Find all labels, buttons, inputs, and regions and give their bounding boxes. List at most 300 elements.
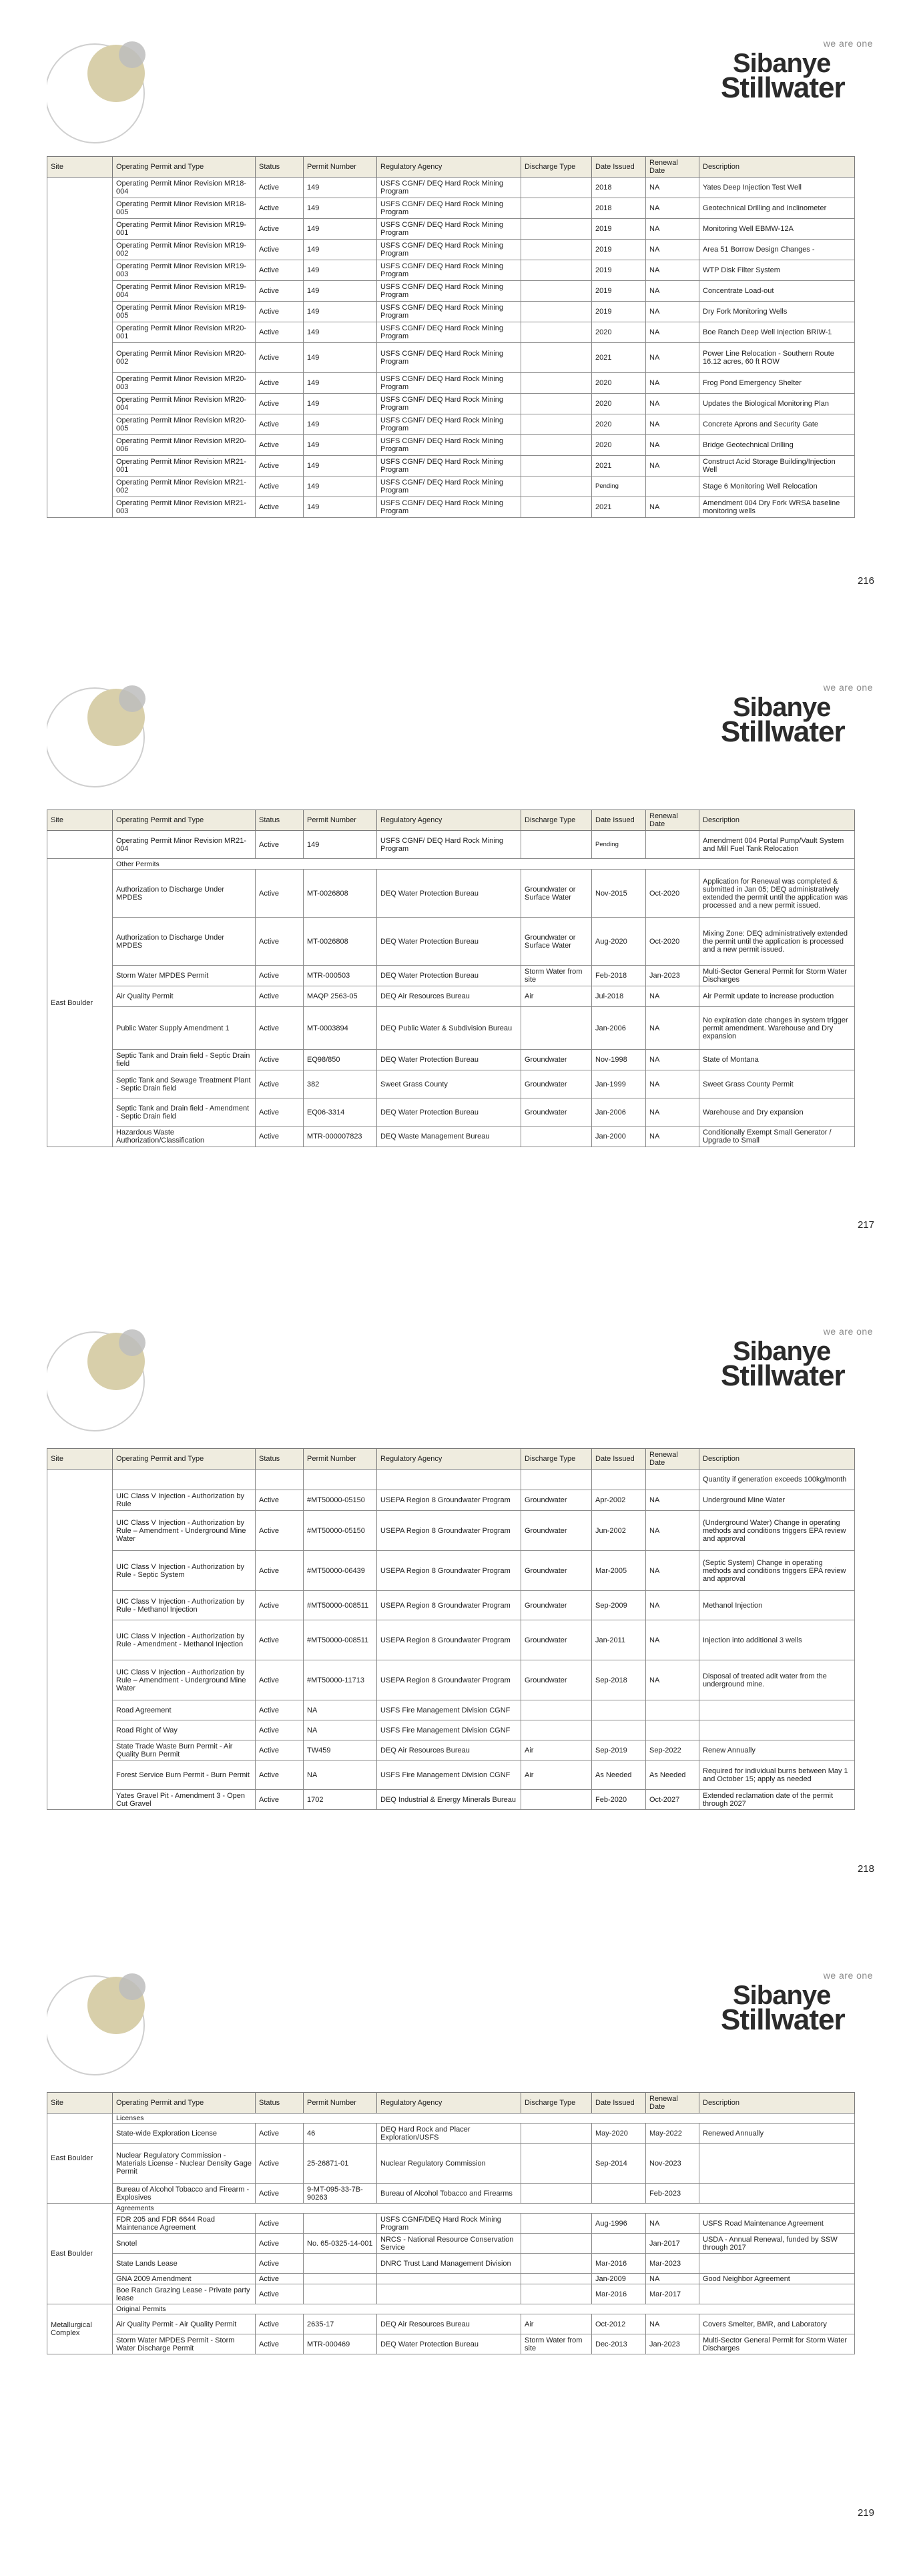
discharge-cell	[521, 2124, 592, 2144]
table-subheading-row	[47, 2114, 855, 2124]
permit-number-cell	[304, 1470, 377, 1490]
date-issued-cell: Jan-2006	[592, 1098, 646, 1126]
document-page	[0, 644, 911, 1288]
permit-type-cell: UIC Class V Injection - Authorization by Rule – Amendment - Underground Mine Water	[113, 1511, 256, 1551]
agency-cell: USFS CGNF/ DEQ Hard Rock Mining Program	[377, 302, 521, 322]
description-cell: No expiration date changes in system trigger permit amendment. Warehouse and Dry expansion	[699, 1007, 855, 1050]
table-row	[47, 476, 855, 497]
date-issued-cell: Feb-2020	[592, 1790, 646, 1810]
date-issued-cell: Mar-2016	[592, 2284, 646, 2304]
permit-number-cell: 149	[304, 281, 377, 302]
renewal-date-cell: NA	[646, 1007, 699, 1050]
logo-line1: Sibanye	[733, 49, 831, 78]
page-number: 216	[857, 575, 874, 587]
header-renewal-date: Renewal Date	[646, 1449, 699, 1470]
renewal-date-cell: NA	[646, 414, 699, 435]
date-issued-cell: Jan-2000	[592, 1126, 646, 1147]
date-issued-cell: 2021	[592, 456, 646, 476]
agency-cell: USFS Fire Management Division CGNF	[377, 1700, 521, 1720]
permit-number-cell: MT-0003894	[304, 1007, 377, 1050]
description-cell: Disposal of treated adit water from the underground mine.	[699, 1660, 855, 1700]
description-cell: Dry Fork Monitoring Wells	[699, 302, 855, 322]
agency-cell: USFS CGNF/ DEQ Hard Rock Mining Program	[377, 414, 521, 435]
header-status: Status	[256, 157, 304, 178]
header-date-issued: Date Issued	[592, 1449, 646, 1470]
description-cell: Conditionally Exempt Small Generator / Upgrade to Small	[699, 1126, 855, 1147]
permit-type-cell: Operating Permit Minor Revision MR20-004	[113, 394, 256, 414]
table-row	[47, 1660, 855, 1700]
description-cell: Renewed Annually	[699, 2124, 855, 2144]
permit-type-cell: Operating Permit Minor Revision MR20-001	[113, 322, 256, 343]
logo-tagline: we are one	[823, 1970, 873, 1981]
description-cell: Yates Deep Injection Test Well	[699, 178, 855, 198]
description-cell: Covers Smelter, BMR, and Laboratory	[699, 2314, 855, 2334]
table-row	[47, 2284, 855, 2304]
date-issued-cell: Nov-2015	[592, 870, 646, 918]
table-row	[47, 1591, 855, 1620]
permit-number-cell: 149	[304, 414, 377, 435]
table-row	[47, 1007, 855, 1050]
status-cell: Active	[256, 414, 304, 435]
permit-type-cell: Authorization to Discharge Under MPDES	[113, 918, 256, 966]
discharge-cell	[521, 219, 592, 240]
date-issued-cell	[592, 1700, 646, 1720]
permit-number-cell: NA	[304, 1700, 377, 1720]
permit-type-cell: Operating Permit Minor Revision MR19-003	[113, 260, 256, 281]
description-cell: Monitoring Well EBMW-12A	[699, 219, 855, 240]
description-cell: State of Montana	[699, 1050, 855, 1070]
description-cell	[699, 1720, 855, 1740]
agency-cell: USFS Fire Management Division CGNF	[377, 1760, 521, 1790]
discharge-cell	[521, 240, 592, 260]
permit-number-cell: 149	[304, 322, 377, 343]
permit-type-cell: GNA 2009 Amendment	[113, 2274, 256, 2284]
header-site: Site	[47, 2093, 113, 2114]
decorative-circles-graphic	[47, 1327, 154, 1433]
status-cell: Active	[256, 1591, 304, 1620]
status-cell: Active	[256, 986, 304, 1007]
permit-type-cell: Storm Water MPDES Permit	[113, 966, 256, 986]
header-status: Status	[256, 2093, 304, 2114]
logo-line1: Sibanye	[733, 1981, 831, 2010]
table-row	[47, 260, 855, 281]
header-description: Description	[699, 157, 855, 178]
logo-tagline: we are one	[823, 1326, 873, 1337]
permit-type-cell: Snotel	[113, 2234, 256, 2254]
table-row	[47, 373, 855, 394]
status-cell: Active	[256, 281, 304, 302]
header-permit-type: Operating Permit and Type	[113, 1449, 256, 1470]
header-permit-number: Permit Number	[304, 810, 377, 831]
table-row	[47, 497, 855, 518]
table-header	[47, 1449, 855, 1470]
header-permit-type: Operating Permit and Type	[113, 810, 256, 831]
permit-number-cell: #MT50000-06439	[304, 1551, 377, 1591]
date-issued-cell: Aug-2020	[592, 918, 646, 966]
table-subheading-row	[47, 859, 855, 870]
date-issued-cell: Sep-2018	[592, 1660, 646, 1700]
table-row	[47, 2234, 855, 2254]
agency-cell	[377, 1470, 521, 1490]
agency-cell: USEPA Region 8 Groundwater Program	[377, 1660, 521, 1700]
status-cell: Active	[256, 1007, 304, 1050]
discharge-cell: Groundwater	[521, 1070, 592, 1098]
date-issued-cell	[592, 1720, 646, 1740]
header-discharge: Discharge Type	[521, 2093, 592, 2114]
permit-type-cell: Boe Ranch Grazing Lease - Private party lease	[113, 2284, 256, 2304]
date-issued-cell: 2018	[592, 178, 646, 198]
permit-number-cell: EQ06-3314	[304, 1098, 377, 1126]
agency-cell: Sweet Grass County	[377, 1070, 521, 1098]
date-issued-cell: Pending	[592, 476, 646, 497]
logo-tagline: we are one	[823, 38, 873, 49]
agency-cell	[377, 2274, 521, 2284]
renewal-date-cell: Oct-2020	[646, 870, 699, 918]
agency-cell: USFS CGNF/ DEQ Hard Rock Mining Program	[377, 281, 521, 302]
table-row	[47, 1490, 855, 1511]
date-issued-cell: 2020	[592, 414, 646, 435]
date-issued-cell: 2019	[592, 240, 646, 260]
renewal-date-cell	[646, 1720, 699, 1740]
permit-number-cell: 149	[304, 178, 377, 198]
page-number: 218	[857, 1863, 874, 1875]
permit-type-cell: UIC Class V Injection - Authorization by Rule - Amendment - Methanol Injection	[113, 1620, 256, 1660]
document-page	[0, 1932, 911, 2576]
renewal-date-cell: NA	[646, 281, 699, 302]
table-row	[47, 302, 855, 322]
discharge-cell	[521, 2274, 592, 2284]
discharge-cell: Groundwater	[521, 1511, 592, 1551]
header-permit-number: Permit Number	[304, 157, 377, 178]
renewal-date-cell: NA	[646, 302, 699, 322]
date-issued-cell: Mar-2005	[592, 1551, 646, 1591]
date-issued-cell: Aug-1996	[592, 2214, 646, 2234]
permit-number-cell	[304, 2284, 377, 2304]
date-issued-cell: 2020	[592, 394, 646, 414]
discharge-cell	[521, 1720, 592, 1740]
permit-type-cell: UIC Class V Injection - Authorization by Rule - Methanol Injection	[113, 1591, 256, 1620]
table-row	[47, 394, 855, 414]
agency-cell: USFS CGNF/ DEQ Hard Rock Mining Program	[377, 198, 521, 219]
agency-cell: USFS CGNF/ DEQ Hard Rock Mining Program	[377, 219, 521, 240]
renewal-date-cell: NA	[646, 497, 699, 518]
date-issued-cell: 2021	[592, 497, 646, 518]
renewal-date-cell: NA	[646, 435, 699, 456]
date-issued-cell: Sep-2019	[592, 1740, 646, 1760]
site-cell	[47, 831, 113, 859]
permit-number-cell: 149	[304, 198, 377, 219]
renewal-date-cell: Mar-2017	[646, 2284, 699, 2304]
renewal-date-cell: NA	[646, 322, 699, 343]
discharge-cell: Groundwater	[521, 1591, 592, 1620]
permit-number-cell	[304, 2254, 377, 2274]
status-cell: Active	[256, 1511, 304, 1551]
description-cell: Amendment 004 Dry Fork WRSA baseline monitoring wells	[699, 497, 855, 518]
date-issued-cell: Nov-1998	[592, 1050, 646, 1070]
table-row	[47, 2184, 855, 2204]
date-issued-cell: 2019	[592, 281, 646, 302]
date-issued-cell	[592, 2184, 646, 2204]
permit-number-cell: 149	[304, 240, 377, 260]
header-discharge: Discharge Type	[521, 810, 592, 831]
discharge-cell	[521, 2284, 592, 2304]
renewal-date-cell: NA	[646, 456, 699, 476]
description-cell: Application for Renewal was completed & submitted in Jan 05; DEQ administratively extended the permit until the application was processed and a new permit issued.	[699, 870, 855, 918]
description-cell: Concrete Aprons and Security Gate	[699, 414, 855, 435]
renewal-date-cell: Oct-2020	[646, 918, 699, 966]
permit-number-cell: MTR-000503	[304, 966, 377, 986]
description-cell	[699, 2144, 855, 2184]
permit-number-cell: MTR-000469	[304, 2334, 377, 2354]
discharge-cell: Air	[521, 986, 592, 1007]
renewal-date-cell: NA	[646, 1660, 699, 1700]
renewal-date-cell	[646, 831, 699, 859]
description-cell: (Septic System) Change in operating methods and conditions triggers EPA review and approval	[699, 1551, 855, 1591]
header-discharge: Discharge Type	[521, 157, 592, 178]
date-issued-cell: 2018	[592, 198, 646, 219]
permit-type-cell: Yates Gravel Pit - Amendment 3 - Open Cut Gravel	[113, 1790, 256, 1810]
agency-cell: DEQ Hard Rock and Placer Exploration/USFS	[377, 2124, 521, 2144]
permit-type-cell: State-wide Exploration License	[113, 2124, 256, 2144]
company-logo	[714, 1969, 874, 2035]
agency-cell: Nuclear Regulatory Commission	[377, 2144, 521, 2184]
permit-type-cell: Septic Tank and Drain field - Amendment - Septic Drain field	[113, 1098, 256, 1126]
table-row	[47, 2214, 855, 2234]
discharge-cell	[521, 2214, 592, 2234]
permit-number-cell	[304, 2274, 377, 2284]
table-row	[47, 198, 855, 219]
permit-number-cell: 2635-17	[304, 2314, 377, 2334]
agency-cell: USFS CGNF/ DEQ Hard Rock Mining Program	[377, 373, 521, 394]
date-issued-cell: 2019	[592, 302, 646, 322]
discharge-cell	[521, 178, 592, 198]
status-cell: Active	[256, 343, 304, 373]
header-permit-type: Operating Permit and Type	[113, 2093, 256, 2114]
permit-number-cell: #MT50000-05150	[304, 1490, 377, 1511]
discharge-cell	[521, 281, 592, 302]
permit-type-cell: Operating Permit Minor Revision MR20-002	[113, 343, 256, 373]
permit-number-cell: MTR-000007823	[304, 1126, 377, 1147]
status-cell: Active	[256, 870, 304, 918]
logo-line1: Sibanye	[733, 1337, 831, 1366]
permit-type-cell: State Trade Waste Burn Permit - Air Quality Burn Permit	[113, 1740, 256, 1760]
permit-number-cell: TW459	[304, 1740, 377, 1760]
status-cell: Active	[256, 1790, 304, 1810]
date-issued-cell: 2020	[592, 373, 646, 394]
discharge-cell: Groundwater	[521, 1660, 592, 1700]
header-description: Description	[699, 810, 855, 831]
header-site: Site	[47, 157, 113, 178]
permit-type-cell: Hazardous Waste Authorization/Classification	[113, 1126, 256, 1147]
logo-line2: Stillwater	[721, 715, 845, 748]
renewal-date-cell	[646, 476, 699, 497]
permit-number-cell: NA	[304, 1720, 377, 1740]
table-row	[47, 322, 855, 343]
agency-cell: USFS CGNF/ DEQ Hard Rock Mining Program	[377, 831, 521, 859]
permit-type-cell: Operating Permit Minor Revision MR21-001	[113, 456, 256, 476]
company-logo	[714, 681, 874, 747]
description-cell: Frog Pond Emergency Shelter	[699, 373, 855, 394]
logo-line2: Stillwater	[721, 71, 845, 104]
agency-cell: USEPA Region 8 Groundwater Program	[377, 1511, 521, 1551]
renewal-date-cell: NA	[646, 1070, 699, 1098]
renewal-date-cell: Oct-2027	[646, 1790, 699, 1810]
renewal-date-cell: NA	[646, 1098, 699, 1126]
header-status: Status	[256, 1449, 304, 1470]
renewal-date-cell: NA	[646, 1511, 699, 1551]
status-cell: Active	[256, 1740, 304, 1760]
description-cell: Air Permit update to increase production	[699, 986, 855, 1007]
status-cell: Active	[256, 260, 304, 281]
renewal-date-cell: NA	[646, 260, 699, 281]
renewal-date-cell: NA	[646, 2314, 699, 2334]
header-permit-number: Permit Number	[304, 1449, 377, 1470]
agency-cell: DEQ Water Protection Bureau	[377, 1098, 521, 1126]
permit-type-cell: Septic Tank and Sewage Treatment Plant - Septic Drain field	[113, 1070, 256, 1098]
description-cell: Boe Ranch Deep Well Injection BRIW-1	[699, 322, 855, 343]
permit-type-cell: Septic Tank and Drain field - Septic Drain field	[113, 1050, 256, 1070]
description-cell: Multi-Sector General Permit for Storm Water Discharges	[699, 966, 855, 986]
status-cell: Active	[256, 302, 304, 322]
permit-number-cell: #MT50000-008511	[304, 1591, 377, 1620]
table-row	[47, 1790, 855, 1810]
table-row	[47, 1620, 855, 1660]
permit-type-cell: State Lands Lease	[113, 2254, 256, 2274]
discharge-cell: Air	[521, 1760, 592, 1790]
permit-type-cell: Operating Permit Minor Revision MR18-004	[113, 178, 256, 198]
renewal-date-cell: NA	[646, 1620, 699, 1660]
discharge-cell	[521, 394, 592, 414]
description-cell: (Underground Water) Change in operating methods and conditions triggers EPA review and approval	[699, 1511, 855, 1551]
date-issued-cell: Jan-2009	[592, 2274, 646, 2284]
renewal-date-cell: Mar-2023	[646, 2254, 699, 2274]
renewal-date-cell: NA	[646, 1126, 699, 1147]
status-cell	[256, 1470, 304, 1490]
permit-type-cell: Operating Permit Minor Revision MR20-003	[113, 373, 256, 394]
decorative-circles-graphic	[47, 1971, 154, 2077]
status-cell: Active	[256, 198, 304, 219]
table-row	[47, 281, 855, 302]
status-cell: Active	[256, 966, 304, 986]
description-cell: Bridge Geotechnical Drilling	[699, 435, 855, 456]
renewal-date-cell: NA	[646, 394, 699, 414]
renewal-date-cell: NA	[646, 373, 699, 394]
description-cell: Updates the Biological Monitoring Plan	[699, 394, 855, 414]
permit-number-cell: 149	[304, 219, 377, 240]
discharge-cell: Groundwater	[521, 1098, 592, 1126]
status-cell: Active	[256, 240, 304, 260]
date-issued-cell: Mar-2016	[592, 2254, 646, 2274]
date-issued-cell: Jan-1999	[592, 1070, 646, 1098]
description-cell: Construct Acid Storage Building/Injection Well	[699, 456, 855, 476]
permit-type-cell: Operating Permit Minor Revision MR19-002	[113, 240, 256, 260]
table-row	[47, 240, 855, 260]
description-cell: Methanol Injection	[699, 1591, 855, 1620]
status-cell: Active	[256, 2274, 304, 2284]
table-row	[47, 178, 855, 198]
permit-number-cell: 149	[304, 302, 377, 322]
agency-cell: USEPA Region 8 Groundwater Program	[377, 1620, 521, 1660]
table-header	[47, 157, 855, 178]
table-row	[47, 986, 855, 1007]
description-cell: Good Neighbor Agreement	[699, 2274, 855, 2284]
agency-cell: DEQ Water Protection Bureau	[377, 1050, 521, 1070]
table-row	[47, 1050, 855, 1070]
status-cell: Active	[256, 1660, 304, 1700]
status-cell: Active	[256, 1720, 304, 1740]
description-cell	[699, 2284, 855, 2304]
permit-type-cell: Bureau of Alcohol Tobacco and Firearm - Explosives	[113, 2184, 256, 2204]
agency-cell: USFS CGNF/ DEQ Hard Rock Mining Program	[377, 178, 521, 198]
discharge-cell: Air	[521, 2314, 592, 2334]
permits-table	[47, 810, 855, 1147]
renewal-date-cell: Feb-2023	[646, 2184, 699, 2204]
discharge-cell	[521, 831, 592, 859]
table-row	[47, 1070, 855, 1098]
permit-number-cell: EQ98/850	[304, 1050, 377, 1070]
discharge-cell	[521, 198, 592, 219]
permit-type-cell: Operating Permit Minor Revision MR21-002	[113, 476, 256, 497]
status-cell: Active	[256, 2124, 304, 2144]
description-cell: Power Line Relocation - Southern Route 16.12 acres, 60 ft ROW	[699, 343, 855, 373]
permit-type-cell: Operating Permit Minor Revision MR20-005	[113, 414, 256, 435]
permit-number-cell: 46	[304, 2124, 377, 2144]
date-issued-cell: Oct-2012	[592, 2314, 646, 2334]
status-cell: Active	[256, 497, 304, 518]
permit-type-cell: FDR 205 and FDR 6644 Road Maintenance Agreement	[113, 2214, 256, 2234]
company-logo	[714, 37, 874, 103]
status-cell: Active	[256, 476, 304, 497]
permit-number-cell: 25-26871-01	[304, 2144, 377, 2184]
header-date-issued: Date Issued	[592, 810, 646, 831]
header-description: Description	[699, 2093, 855, 2114]
status-cell: Active	[256, 2334, 304, 2354]
discharge-cell	[521, 1700, 592, 1720]
date-issued-cell	[592, 1470, 646, 1490]
status-cell: Active	[256, 2214, 304, 2234]
table-row	[47, 1470, 855, 1490]
permit-type-cell: Operating Permit Minor Revision MR19-005	[113, 302, 256, 322]
permit-type-cell: Operating Permit Minor Revision MR19-001	[113, 219, 256, 240]
description-cell: Quantity if generation exceeds 100kg/month	[699, 1470, 855, 1490]
permit-number-cell: 382	[304, 1070, 377, 1098]
agency-cell: USEPA Region 8 Groundwater Program	[377, 1490, 521, 1511]
header-agency: Regulatory Agency	[377, 157, 521, 178]
header-date-issued: Date Issued	[592, 157, 646, 178]
table-header	[47, 2093, 855, 2114]
status-cell: Active	[256, 394, 304, 414]
discharge-cell	[521, 260, 592, 281]
date-issued-cell: May-2020	[592, 2124, 646, 2144]
discharge-cell	[521, 373, 592, 394]
discharge-cell	[521, 435, 592, 456]
agency-cell: USFS CGNF/ DEQ Hard Rock Mining Program	[377, 435, 521, 456]
description-cell: Amendment 004 Portal Pump/Vault System and Mill Fuel Tank Relocation	[699, 831, 855, 859]
table-header	[47, 810, 855, 831]
renewal-date-cell	[646, 1700, 699, 1720]
agency-cell: USEPA Region 8 Groundwater Program	[377, 1591, 521, 1620]
renewal-date-cell: As Needed	[646, 1760, 699, 1790]
renewal-date-cell: Nov-2023	[646, 2144, 699, 2184]
discharge-cell	[521, 343, 592, 373]
renewal-date-cell: May-2022	[646, 2124, 699, 2144]
header-date-issued: Date Issued	[592, 2093, 646, 2114]
discharge-cell	[521, 1790, 592, 1810]
section-subheading: Original Permits	[113, 2304, 855, 2314]
table-row	[47, 1700, 855, 1720]
table-row	[47, 2334, 855, 2354]
header-permit-type: Operating Permit and Type	[113, 157, 256, 178]
